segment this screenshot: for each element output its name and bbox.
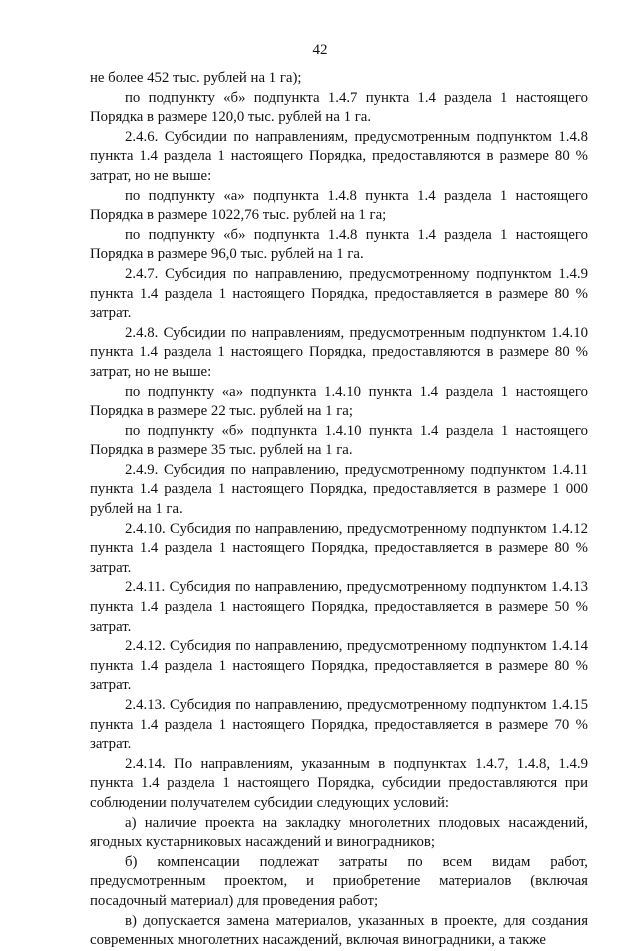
paragraph: по подпункту «а» подпункта 1.4.10 пункта 1.4 раздела 1 настоящего Порядка в размере 22 тыс. рублей на 1 га; <box>90 383 588 420</box>
page-number: 42 <box>312 42 328 58</box>
paragraph: в) допускается замена материалов, указанных в проекте, для создания современных многолетних насаждений, включая виноградники, а также <box>90 912 588 949</box>
paragraph: 2.4.12. Субсидия по направлению, предусмотренному подпунктом 1.4.14 пункта 1.4 раздела 1 настоящего Порядка, предоставляется в размере 80 % затрат. <box>90 638 588 694</box>
paragraph: по подпункту «б» подпункта 1.4.7 пункта 1.4 раздела 1 настоящего Порядка в размере 120,0 тыс. рублей на 1 га. <box>90 89 588 126</box>
paragraph: 2.4.9. Субсидия по направлению, предусмотренному подпунктом 1.4.11 пункта 1.4 раздела 1 настоящего Порядка, предоставляется в размере 1 000 рублей на 1 га. <box>90 461 588 518</box>
paragraph: 2.4.11. Субсидия по направлению, предусмотренному подпунктом 1.4.13 пункта 1.4 раздела 1 настоящего Порядка, предоставляется в размере 50 % затрат. <box>90 579 588 635</box>
paragraph: 2.4.10. Субсидия по направлению, предусмотренному подпунктом 1.4.12 пункта 1.4 раздела 1 настоящего Порядка, предоставляется в размере 80 % затрат. <box>90 520 588 576</box>
paragraph: 2.4.6. Субсидии по направлениям, предусмотренным подпунктом 1.4.8 пункта 1.4 раздела 1 настоящего Порядка, предоставляются в размере 80 % затрат, но не выше: <box>90 128 588 184</box>
paragraph: по подпункту «б» подпункта 1.4.10 пункта 1.4 раздела 1 настоящего Порядка в размере 35 тыс. рублей на 1 га. <box>90 422 588 459</box>
document-body <box>90 69 588 951</box>
paragraph: 2.4.7. Субсидия по направлению, предусмотренному подпунктом 1.4.9 пункта 1.4 раздела 1 настоящего Порядка, предоставляется в размере 80 % затрат. <box>90 265 588 322</box>
paragraph: 2.4.14. По направлениям, указанным в подпунктах 1.4.7, 1.4.8, 1.4.9 пункта 1.4 раздела 1 настоящего Порядка, субсидии предоставляются при соблюдении получателем субсидии следующих условий: <box>90 755 588 811</box>
paragraph: 2.4.8. Субсидии по направлениям, предусмотренным подпунктом 1.4.10 пункта 1.4 раздела 1 настоящего Порядка, предоставляются в размере 80 % затрат, но не выше: <box>90 324 588 380</box>
paragraph: по подпункту «б» подпункта 1.4.8 пункта 1.4 раздела 1 настоящего Порядка в размере 96,0 тыс. рублей на 1 га. <box>90 226 588 263</box>
paragraph: 2.4.13. Субсидия по направлению, предусмотренному подпунктом 1.4.15 пункта 1.4 раздела 1 настоящего Порядка, предоставляется в размере 70 % затрат. <box>90 697 588 753</box>
paragraph: б) компенсации подлежат затраты по всем видам работ, предусмотренным проектом, и приобретение материалов (включая посадочный материал) для проведения работ; <box>90 853 588 909</box>
paragraph: по подпункту «а» подпункта 1.4.8 пункта 1.4 раздела 1 настоящего Порядка в размере 1022,76 тыс. рублей на 1 га; <box>90 187 588 224</box>
paragraph: не более 452 тыс. рублей на 1 га); <box>90 70 302 86</box>
paragraph: а) наличие проекта на закладку многолетних плодовых насаждений, ягодных кустарниковых насаждений и виноградников; <box>90 814 588 851</box>
